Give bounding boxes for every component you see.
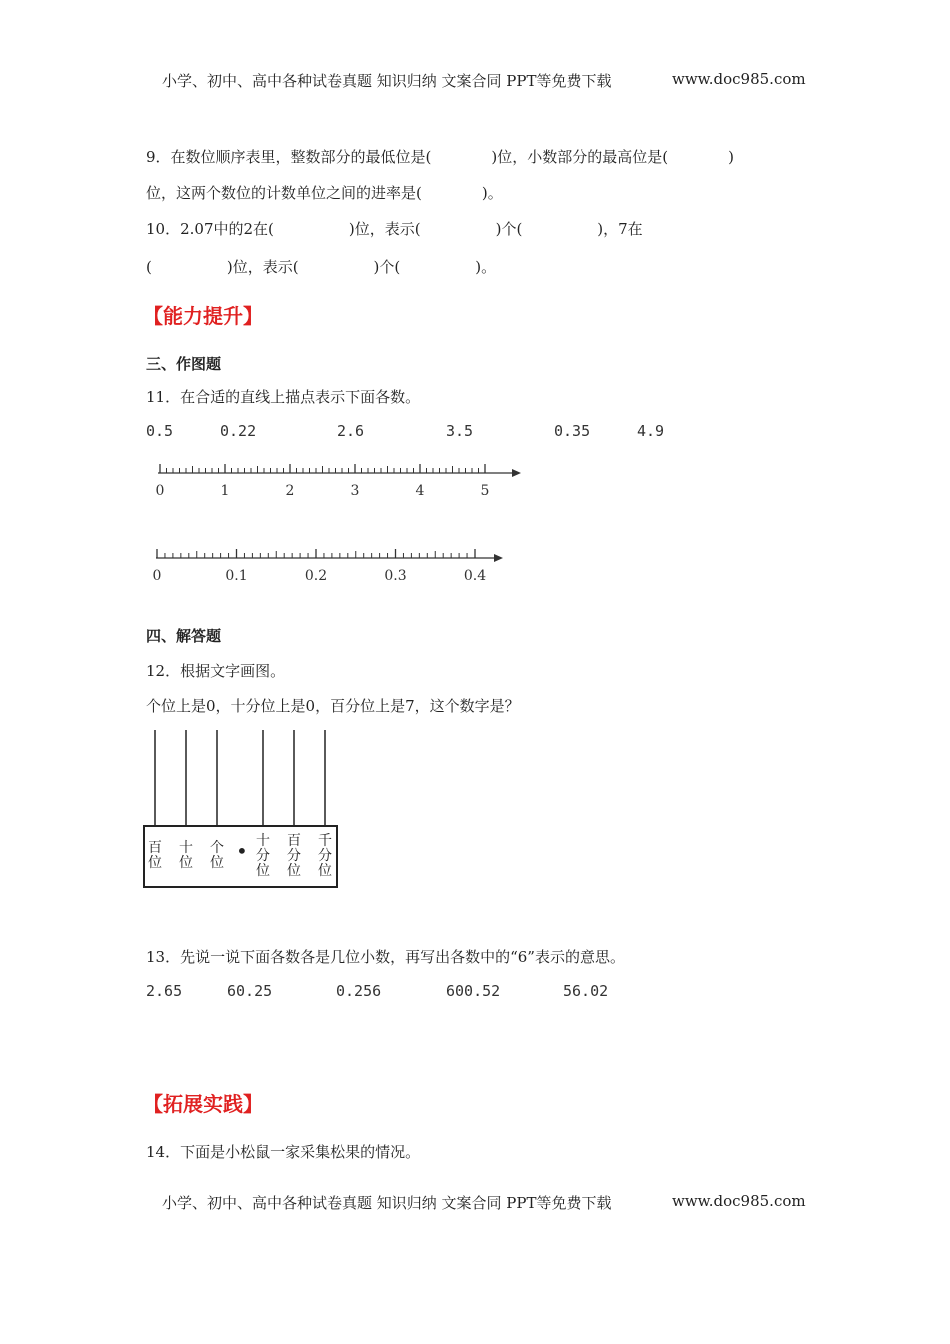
q11-number: 0.5 [146,422,174,440]
arrow-icon [494,554,503,562]
place-label-ones: 个位 [210,840,224,871]
q11-prompt: 11．在合适的直线上描点表示下面各数。 [146,388,421,406]
q11-number: 3.5 [446,422,474,440]
number-line-label: 0.4 [463,568,487,584]
header-text: 小学、初中、高中各种试卷真题 知识归纳 文案合同 PPT等免费下载 [162,72,612,90]
q13-number: 600.52 [446,982,501,1000]
q13-number: 0.256 [336,982,382,1000]
place-label-thousandths: 千分位 [318,833,332,879]
section-title-ability: 【能力提升】 [143,304,263,328]
place-label-tens: 十位 [179,840,193,871]
q9-line2: 位，这两个数位的计数单位之间的进率是( )。 [146,184,503,202]
number-line-ticks [160,464,485,473]
q9-line1: 9．在数位顺序表里，整数部分的最低位是( )位，小数部分的最高位是( ) [146,148,734,166]
decimal-point: • [236,839,248,863]
number-line-0-to-5 [140,450,530,505]
number-line-label: 1 [220,483,230,499]
section-title-expand: 【拓展实践】 [143,1092,263,1116]
q13-number: 56.02 [563,982,609,1000]
abacus-rods [143,728,339,890]
q13-number: 2.65 [146,982,183,1000]
number-line-label: 5 [480,483,490,499]
footer-url: www.doc985.com [672,1192,806,1210]
arrow-icon [512,469,521,477]
footer-text: 小学、初中、高中各种试卷真题 知识归纳 文案合同 PPT等免费下载 [162,1194,612,1212]
q11-number: 4.9 [637,422,665,440]
number-line-label: 2 [285,483,295,499]
number-line-label: 0.1 [225,568,248,584]
place-label-tenths: 十分位 [256,833,270,879]
number-line-label: 0 [155,483,165,499]
header-url: www.doc985.com [672,70,806,88]
abacus-diagram [143,728,339,890]
number-line-label: 4 [415,483,425,499]
q14-prompt: 14．下面是小松鼠一家采集松果的情况。 [146,1143,421,1161]
q13-prompt: 13．先说一说下面各数各是几位小数，再写出各数中的“6”表示的意思。 [146,948,625,966]
number-line-label: 3 [350,483,360,499]
q12-text: 个位上是0，十分位上是0，百分位上是7，这个数字是？ [146,697,520,715]
number-line-label: 0.3 [384,568,407,584]
q10-line2: ( )位，表示( )个( )。 [146,258,497,276]
number-line-label: 0 [152,568,162,584]
place-label-hundredths: 百分位 [287,833,301,879]
q10-line1: 10．2.07中的2在( )位，表示( )个( )，7在 [146,220,643,238]
q13-number: 60.25 [227,982,273,1000]
place-label-hundreds: 百位 [148,840,162,871]
q11-number: 0.22 [220,422,257,440]
number-line-0-to-0.4 [140,535,520,590]
number-line-ticks [157,549,475,558]
q12-prompt: 12．根据文字画图。 [146,662,286,680]
number-line-label: 0.2 [304,568,328,584]
q11-number: 0.35 [554,422,591,440]
q11-number: 2.6 [337,422,365,440]
subsection-answer: 四、解答题 [146,627,222,645]
subsection-drawing: 三、作图题 [146,355,222,373]
